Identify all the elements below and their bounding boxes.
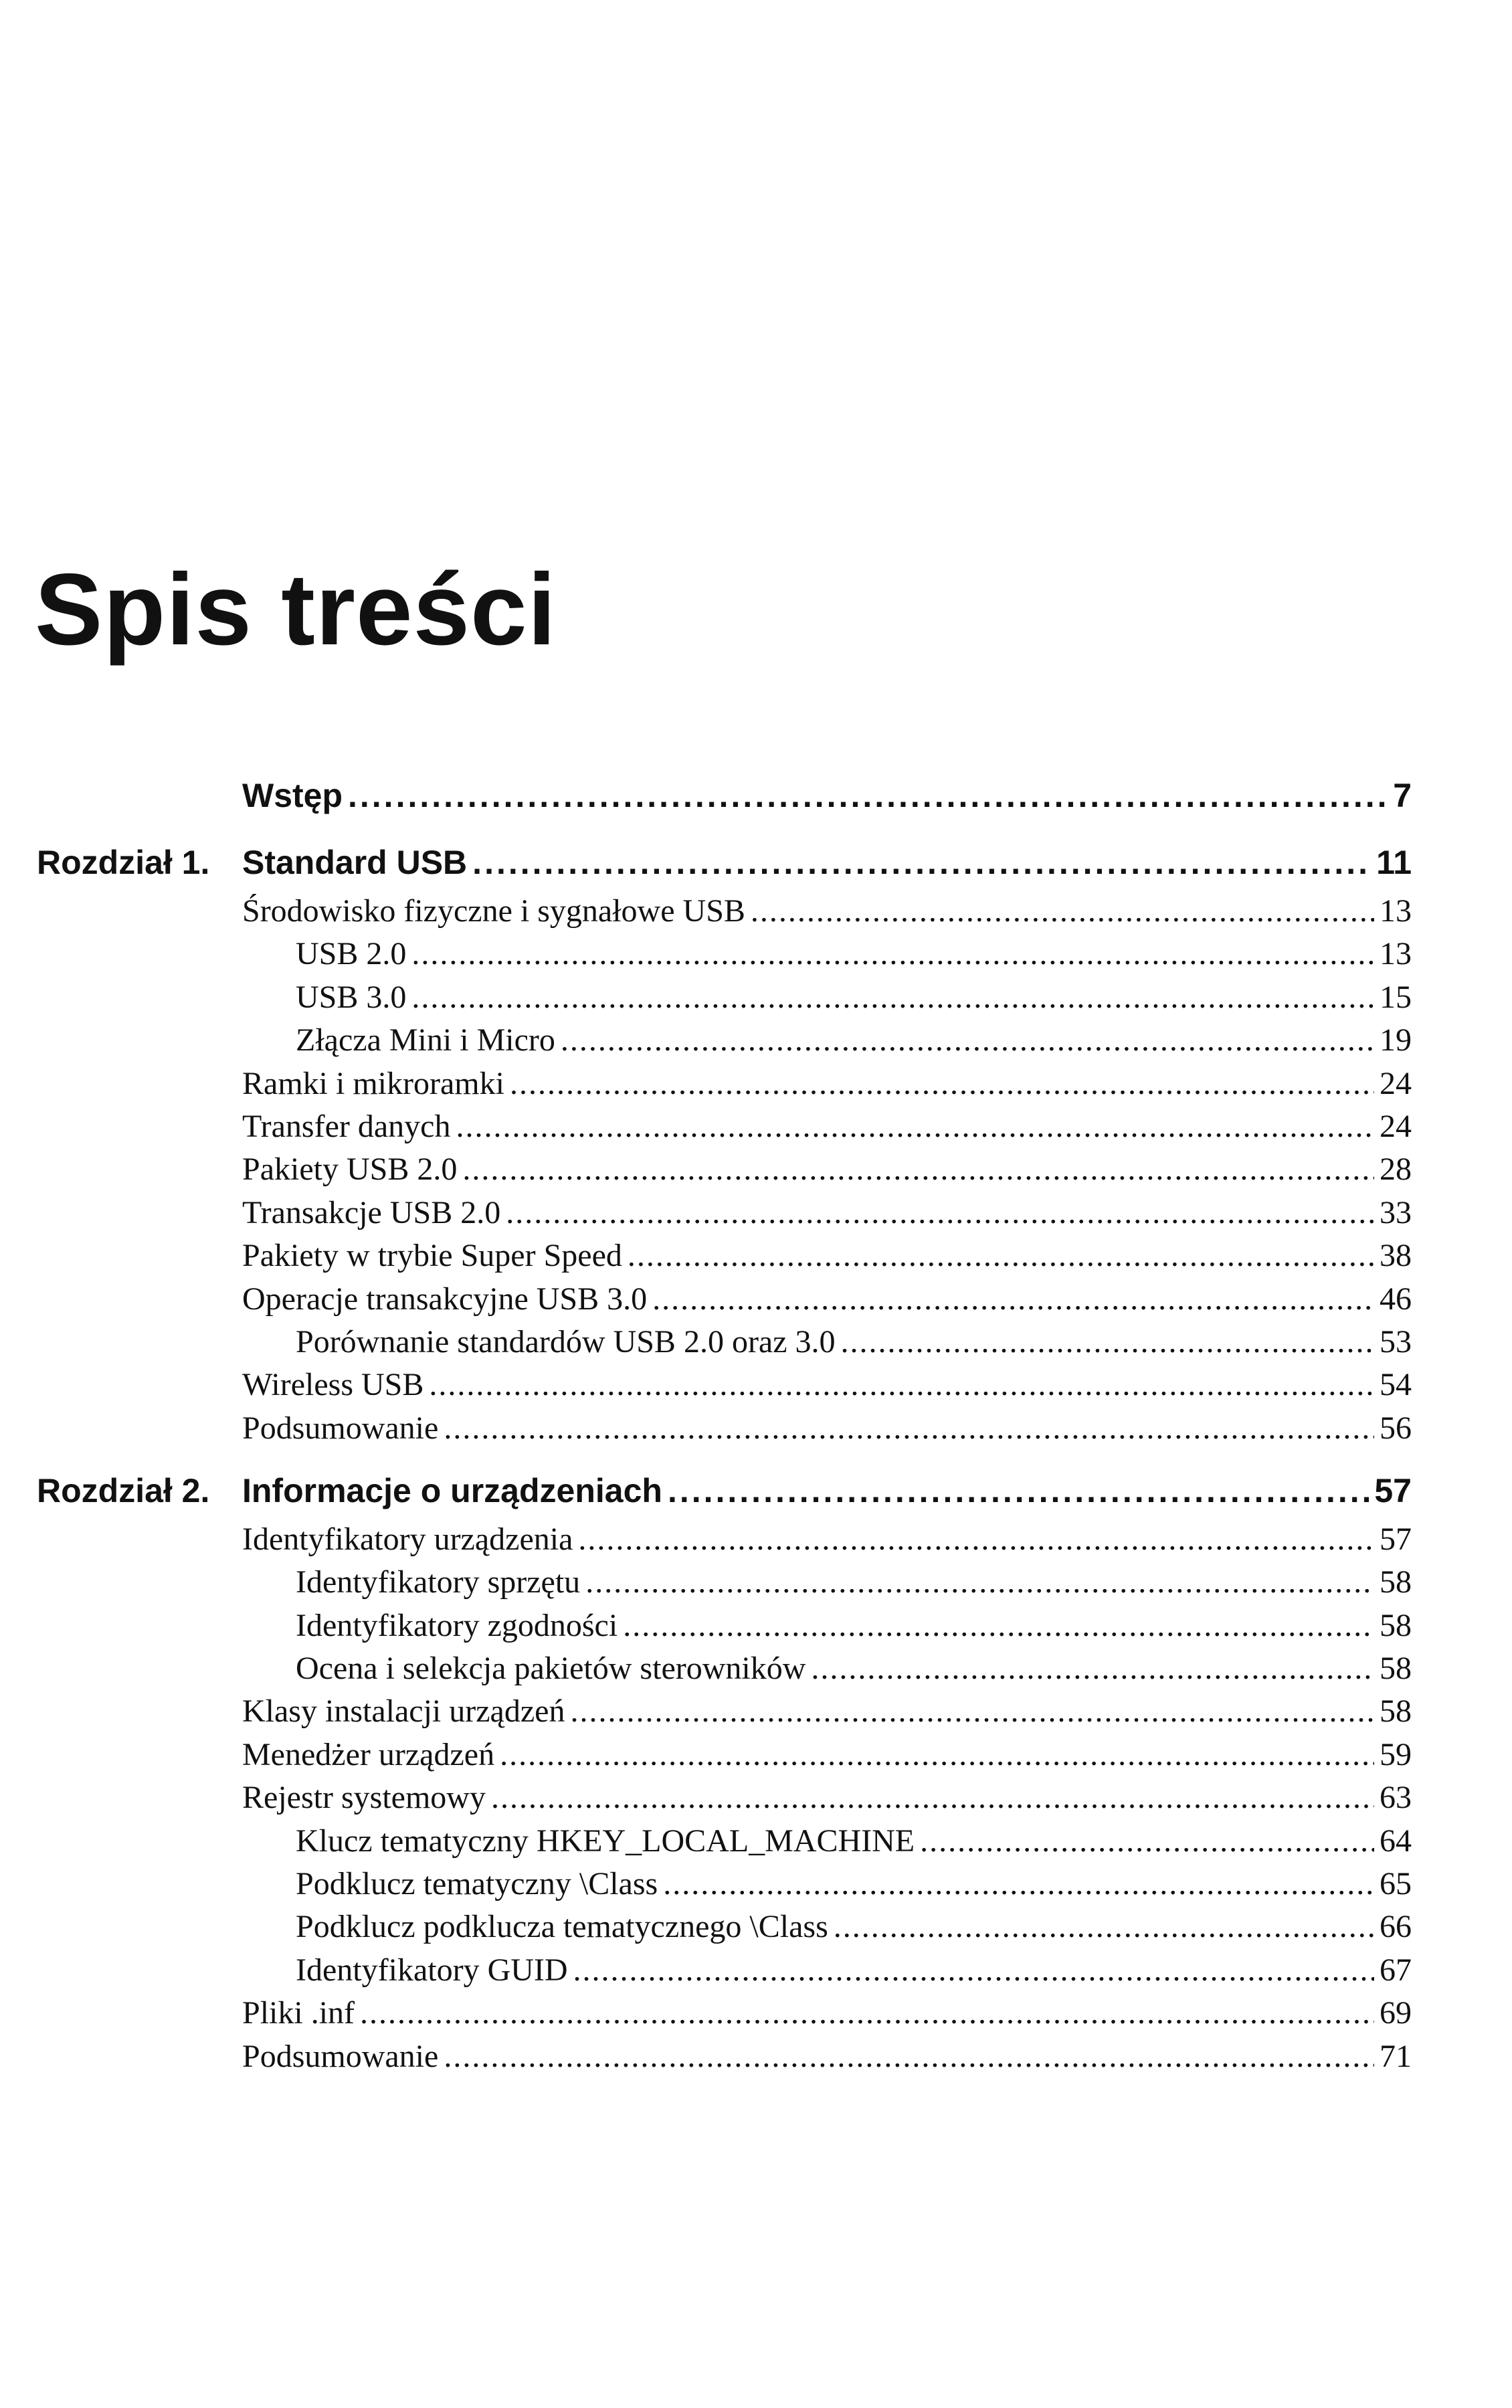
page-number: 33	[1380, 1194, 1412, 1230]
dot-leader	[561, 1022, 1374, 1058]
page-number: 24	[1380, 1065, 1412, 1101]
entry-title: Pliki .inf	[242, 1995, 355, 2031]
dot-leader	[841, 1323, 1374, 1360]
entry-title: Standard USB	[242, 844, 468, 881]
page-number: 11	[1376, 844, 1412, 881]
page-number: 28	[1380, 1151, 1412, 1188]
toc-entry	[296, 979, 1412, 1016]
page-number: 67	[1380, 1952, 1412, 1988]
page-title: Spis treści	[35, 553, 557, 666]
toc-entry	[242, 1281, 1412, 1317]
page-number: 58	[1380, 1607, 1412, 1643]
toc-entry	[242, 1366, 1412, 1403]
page-number: 46	[1380, 1281, 1412, 1317]
dot-leader	[628, 1237, 1374, 1274]
entry-title: Pakiety USB 2.0	[242, 1151, 458, 1188]
entry-title: Złącza Mini i Micro	[296, 1022, 555, 1058]
page-number: 24	[1380, 1109, 1412, 1144]
entry-title: USB 2.0	[296, 936, 407, 972]
toc-entry	[296, 1607, 1412, 1644]
entry-title: Porównanie standardów USB 2.0 oraz 3.0	[296, 1324, 836, 1360]
entry-title: Ocena i selekcja pakietów sterowników	[296, 1651, 806, 1686]
toc-entry	[296, 1650, 1412, 1687]
dot-leader	[348, 776, 1388, 815]
dot-leader	[456, 1108, 1374, 1145]
toc-entry	[242, 1995, 1412, 2031]
toc-entry	[242, 1779, 1412, 1816]
page-number: 63	[1380, 1780, 1412, 1816]
page-number: 69	[1380, 1995, 1412, 2031]
page-number: 64	[1380, 1823, 1412, 1859]
entry-title: Podsumowanie	[242, 1410, 439, 1446]
dot-leader	[472, 843, 1371, 882]
entry-title: Identyfikatory urządzenia	[242, 1521, 573, 1557]
dot-leader	[506, 1194, 1374, 1231]
page-number: 58	[1380, 1564, 1412, 1600]
dot-leader	[920, 1823, 1374, 1859]
toc-entry	[242, 1151, 1412, 1188]
toc-entry	[296, 935, 1412, 972]
toc-entry	[242, 1410, 1412, 1447]
toc-entry	[296, 1823, 1412, 1859]
toc-entry	[242, 893, 1412, 929]
page-number: 59	[1380, 1736, 1412, 1772]
toc-entry	[242, 1237, 1412, 1274]
page-number: 57	[1374, 1471, 1412, 1509]
dot-leader	[429, 1366, 1374, 1403]
dot-leader	[578, 1521, 1374, 1558]
entry-title: Transfer danych	[242, 1109, 451, 1144]
entry-title: Menedżer urządzeń	[242, 1736, 495, 1772]
dot-leader	[811, 1650, 1374, 1687]
entry-title: USB 3.0	[296, 979, 407, 1015]
page-number: 7	[1393, 777, 1412, 814]
toc-entry	[242, 1521, 1412, 1558]
dot-leader	[570, 1693, 1374, 1730]
page-number: 65	[1380, 1866, 1412, 1902]
toc-entry	[242, 1736, 1412, 1773]
entry-title: Wireless USB	[242, 1367, 424, 1403]
toc-entry	[296, 1323, 1412, 1360]
entry-title: Klasy instalacji urządzeń	[242, 1693, 565, 1730]
entry-title: Podklucz podklucza tematycznego \Class	[296, 1909, 828, 1945]
page-number: 58	[1380, 1651, 1412, 1686]
toc-entry	[242, 1471, 1412, 1510]
page-number: 19	[1380, 1022, 1412, 1058]
entry-title: Identyfikatory sprzętu	[296, 1564, 581, 1600]
dot-leader	[444, 1410, 1374, 1447]
entry-title: Pakiety w trybie Super Speed	[242, 1238, 622, 1274]
chapter-label: Rozdział 2.	[37, 1471, 210, 1509]
entry-title: Klucz tematyczny HKEY_LOCAL_MACHINE	[296, 1823, 915, 1859]
dot-leader	[573, 1952, 1374, 1988]
page-number: 57	[1380, 1521, 1412, 1557]
dot-leader	[751, 893, 1374, 929]
toc-entry	[242, 1108, 1412, 1145]
dot-leader	[491, 1779, 1374, 1816]
page-number: 13	[1380, 936, 1412, 972]
dot-leader	[500, 1736, 1374, 1773]
entry-title: Środowisko fizyczne i sygnałowe USB	[242, 893, 745, 929]
toc-entry	[242, 1194, 1412, 1231]
chapter-label: Rozdział 1.	[37, 844, 210, 881]
dot-leader	[834, 1908, 1374, 1945]
entry-title: Operacje transakcyjne USB 3.0	[242, 1281, 648, 1317]
page-number: 54	[1380, 1367, 1412, 1403]
toc-entry	[242, 2038, 1412, 2075]
dot-leader	[668, 1471, 1369, 1510]
dot-leader	[411, 979, 1374, 1016]
page-number: 53	[1380, 1324, 1412, 1360]
entry-title: Wstęp	[242, 777, 343, 814]
entry-title: Transakcje USB 2.0	[242, 1194, 501, 1230]
toc-entry	[296, 1022, 1412, 1058]
dot-leader	[462, 1151, 1374, 1188]
entry-title: Podklucz tematyczny \Class	[296, 1866, 658, 1902]
toc-entry	[242, 1693, 1412, 1730]
page-number: 66	[1380, 1909, 1412, 1945]
page-number: 56	[1380, 1410, 1412, 1446]
toc-entry	[296, 1564, 1412, 1600]
page-number: 13	[1380, 893, 1412, 929]
page-number: 38	[1380, 1238, 1412, 1274]
toc-entry	[296, 1908, 1412, 1945]
toc-entry	[296, 1865, 1412, 1902]
toc-entry	[242, 776, 1412, 815]
toc-entry	[296, 1952, 1412, 1988]
page-number: 58	[1380, 1693, 1412, 1730]
entry-title: Podsumowanie	[242, 2038, 439, 2074]
dot-leader	[663, 1865, 1374, 1902]
entry-title: Identyfikatory GUID	[296, 1952, 568, 1988]
page-number: 15	[1380, 979, 1412, 1015]
dot-leader	[510, 1065, 1374, 1102]
dot-leader	[411, 935, 1374, 972]
entry-title: Rejestr systemowy	[242, 1780, 486, 1816]
toc-entry	[242, 843, 1412, 882]
entry-title: Ramki i mikroramki	[242, 1065, 504, 1101]
dot-leader	[360, 1995, 1374, 2031]
toc-entry	[242, 1065, 1412, 1102]
dot-leader	[585, 1564, 1374, 1600]
entry-title: Informacje o urządzeniach	[242, 1471, 662, 1509]
page-number: 71	[1380, 2038, 1412, 2074]
entry-title: Identyfikatory zgodności	[296, 1607, 618, 1643]
dot-leader	[623, 1607, 1374, 1644]
dot-leader	[444, 2038, 1374, 2075]
dot-leader	[652, 1281, 1374, 1317]
